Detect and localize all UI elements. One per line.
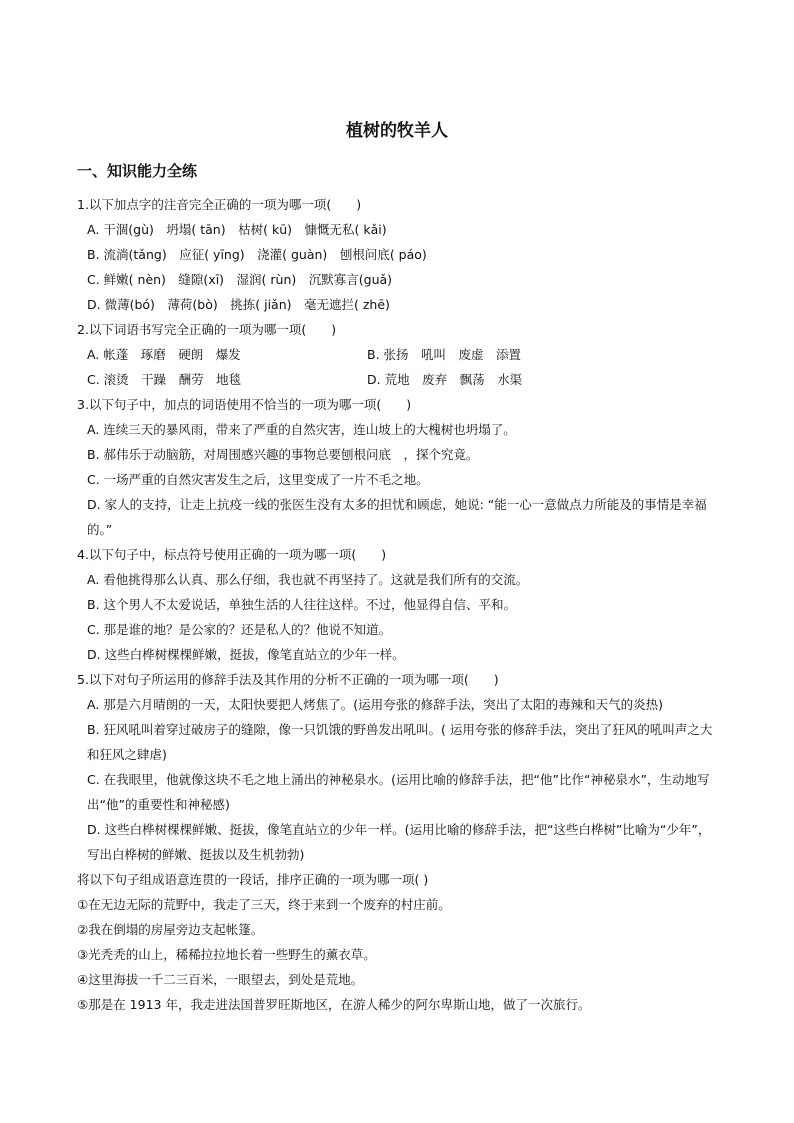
question-2-row-1 xyxy=(77,342,722,367)
question-list xyxy=(77,192,722,1017)
question-4-stem: 4.以下句子中，标点符号使用正确的一项为哪一项( ) xyxy=(77,547,387,562)
question-5-option-a: A. 那是六月晴朗的一天，太阳快要把人烤焦了。(运用夸张的修辞手法，突出了太阳的毒辣和天气的炎热) xyxy=(87,697,664,712)
sentence-2: ②我在倒塌的房屋旁边支起帐篷。 xyxy=(77,922,264,937)
question-2-option-c: C. 滚烫 干躁 酬劳 地毯 xyxy=(87,372,242,387)
sentence-3: ③光秃秃的山上，稀稀拉拉地长着一些野生的薰衣草。 xyxy=(77,947,376,962)
question-2-option-d: D. 荒地 废弃 飘荡 水渠 xyxy=(367,372,523,387)
question-2-option-b: B. 张扬 吼叫 废虚 添置 xyxy=(367,347,522,362)
question-3-option-c: C. 一场严重的自然灾害发生之后，这里变成了一片不毛之地。 xyxy=(87,472,429,487)
question-1-option-c: C. 鲜嫩( nèn) 缝隙(xī) 湿润( rùn) 沉默寡言(guǎ) xyxy=(87,272,393,287)
question-2-stem: 2.以下词语书写完全正确的一项为哪一项( ) xyxy=(77,322,337,337)
question-6-stem: 将以下句子组成语意连贯的一段话，排序正确的一项为哪一项( ) xyxy=(77,872,429,887)
question-1-option-b: B. 流淌(tǎng) 应征( yīng) 浇灌( guàn) 刨根问底( páo) xyxy=(87,247,427,262)
question-1-option-a: A. 干涸(gù) 坍塌( tān) 枯树( kū) 慷慨无私( kǎi) xyxy=(87,222,387,237)
question-2-option-a: A. 帐蓬 琢磨 硬朗 爆发 xyxy=(87,347,241,362)
question-5-stem: 5.以下对句子所运用的修辞手法及其作用的分析不正确的一项为哪一项( ) xyxy=(77,672,499,687)
question-4-option-c: C. 那是谁的地？是公家的？还是私人的？他说不知道。 xyxy=(87,622,392,637)
section-heading: 一、知识能力全练 xyxy=(77,162,198,180)
sentence-1: ①在无边无际的荒野中，我走了三天，终于来到一个废弃的村庄前。 xyxy=(77,897,451,912)
question-1-stem: 1.以下加点字的注音完全正确的一项为哪一项( ) xyxy=(77,197,362,212)
document-title: 植树的牧羊人 xyxy=(346,121,448,141)
sentence-5: ⑤那是在 1913 年，我走进法国普罗旺斯地区，在游人稀少的阿尔卑斯山地，做了一次旅行。 xyxy=(77,997,591,1012)
question-5-option-d: D. 这些白桦树棵棵鲜嫩、挺拔，像笔直站立的少年一样。(运用比喻的修辞手法，把“这些白桦树”比喻为“少年”，写出白桦树的鲜嫩、挺拔以及生机勃勃) xyxy=(87,822,711,862)
question-5-option-b: B. 狂风吼叫着穿过破房子的缝隙，像一只饥饿的野兽发出吼叫。( 运用夸张的修辞手法，突出了狂风的吼叫声之大和狂风之肆虐) xyxy=(87,722,713,762)
question-3-stem: 3.以下句子中，加点的词语使用不恰当的一项为哪一项( ) xyxy=(77,397,412,412)
question-1-option-d: D. 微薄(bó) 薄荷(bò) 挑拣( jiǎn) 毫无遮拦( zhē) xyxy=(87,297,390,312)
question-4-option-d: D. 这些白桦树棵棵鲜嫩，挺拔，像笔直站立的少年一样。 xyxy=(87,647,405,662)
question-3-option-a: A. 连续三天的暴风雨，带来了严重的自然灾害，连山坡上的大槐树也坍塌了。 xyxy=(87,422,516,437)
question-4-option-a: A. 看他挑得那么认真、那么仔细，我也就不再坚持了。这就是我们所有的交流。 xyxy=(87,572,529,587)
question-5-option-c: C. 在我眼里，他就像这块不毛之地上涌出的神秘泉水。(运用比喻的修辞手法，把“他”比作“神秘泉水”，生动地写出“他”的重要性和神秘感) xyxy=(87,772,710,812)
question-3-option-b: B. 郝伟乐于动脑筋，对周围感兴趣的事物总要刨根问底 ，探个究竟。 xyxy=(87,447,479,462)
question-2-row-2 xyxy=(77,367,722,392)
question-3-option-d: D. 家人的支持，让走上抗疫一线的张医生没有太多的担忧和顾虑，她说: “能一心一意做点力所能及的事情是幸福的。” xyxy=(87,497,707,537)
sentence-4: ④这里海拔一千二三百米，一眼望去，到处是荒地。 xyxy=(77,972,364,987)
question-4-option-b: B. 这个男人不太爱说话，单独生活的人往往这样。不过，他显得自信、平和。 xyxy=(87,597,517,612)
